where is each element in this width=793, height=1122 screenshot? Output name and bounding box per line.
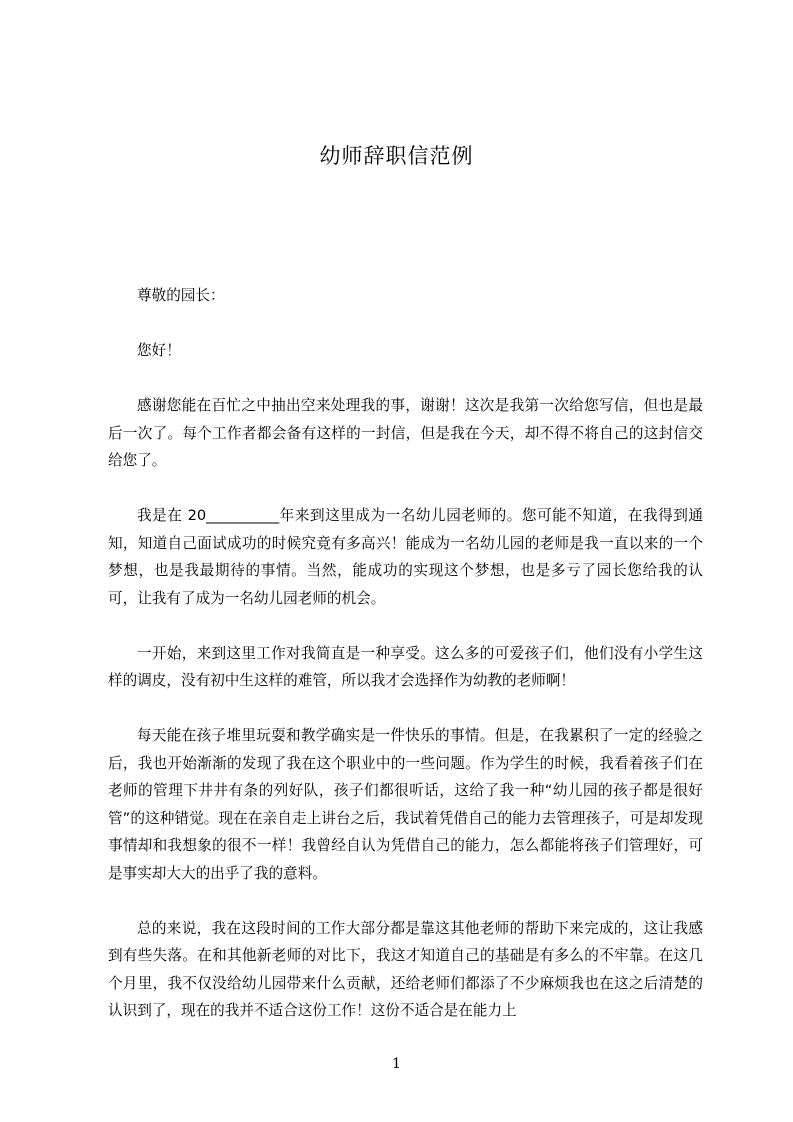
- salutation: 尊敬的园长：: [137, 287, 225, 304]
- paragraph-beginning: 一开始，来到这里工作对我简直是一种享受。这么多的可爱孩子们，他们没有小学生这样的调皮，没有初中生这样的难管，所以我才会选择作为幼教的老师啊！: [108, 644, 703, 689]
- greeting: 您好！: [137, 342, 181, 359]
- letter-body: [108, 282, 703, 1025]
- paragraph-thanks: 感谢您能在百忙之中抽出空来处理我的事，谢谢！这次是我第一次给您写信，但也是最后一次了。每个工作者都会备有这样的一封信，但是我在今天，却不得不将自己的这封信交给您了。: [108, 397, 703, 469]
- page-number: 1: [392, 1056, 401, 1072]
- paragraph-joining: 我是在 20__________年来到这里成为一名幼儿园老师的。您可能不知道，在我得到通知，知道自己面试成功的时候究竟有多高兴！能成为一名幼儿园的老师是我一直以来的一个梦想，也是我最期待的事情。当然，能成功的实现这个梦想，也是多亏了园长您给我的认可，让我有了成为一名幼儿园老师的机会。: [108, 507, 703, 607]
- paragraph-summary: 总的来说，我在这段时间的工作大部分都是靠这其他老师的帮助下来完成的，这让我感到有些失落。在和其他新老师的对比下，我这才知道自己的基础是有多么的不牢靠。在这几个月里，我不仅没给幼儿园带来什么贡献，还给老师们都添了不少麻烦我也在这之后清楚的认识到了，现在的我并不适合这份工作！这份不适合是在能力上: [108, 919, 703, 1019]
- paragraph-problems: 每天能在孩子堆里玩耍和教学确实是一件快乐的事情。但是，在我累积了一定的经验之后，我也开始渐渐的发现了我在这个职业中的一些问题。作为学生的时候，我看着孩子们在老师的管理下井井有条的列好队，孩子们都很听话，这给了我一种“幼儿园的孩子都是很好管”的这种错觉。现在在亲自走上讲台之后，我试着凭借自己的能力去管理孩子，可是却发现事情却和我想象的很不一样！我曾经自认为凭借自己的能力，怎么都能将孩子们管理好，可是事实却大大的出乎了我的意料。: [108, 727, 703, 882]
- document-title: 幼师辞职信范例: [319, 144, 474, 168]
